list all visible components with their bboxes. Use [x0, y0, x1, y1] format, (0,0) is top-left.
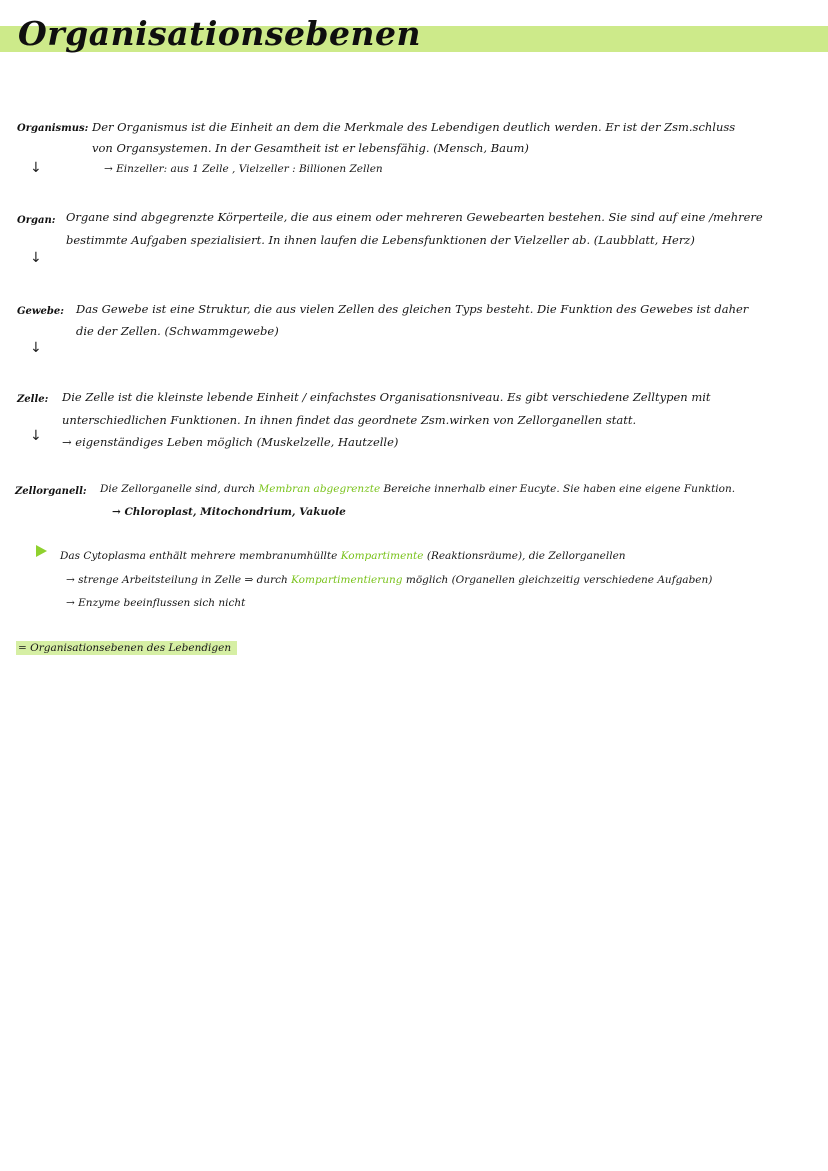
arrow-down-icon: ↓ [30, 428, 42, 444]
cytoplasma-line-1-end: (Reaktionsräume), die Zellorganellen [426, 550, 626, 562]
cytoplasma-line-1 [60, 550, 626, 562]
zelle-label: Zelle: [17, 394, 49, 405]
organ-line-1: Organe sind abgegrenzte Körperteile, die aus einem oder mehreren Gewebearten bestehen. Sie sind auf eine /mehrere [66, 210, 763, 224]
gewebe-line-1: Das Gewebe ist eine Struktur, die aus vielen Zellen des gleichen Typs besteht. Die Funktion des Gewebes ist daher [76, 302, 749, 316]
kompartimente-highlight: Kompartimente [340, 550, 424, 562]
zellorganell-label: Zellorganell: [15, 486, 87, 497]
zellorganell-line-1-start: Die Zellorganelle sind, durch [100, 483, 256, 495]
cytoplasma-line-2-end: möglich (Organellen gleichzeitig verschiedene Aufgaben) [405, 574, 713, 586]
membran-abgegrenzte-highlight: Membran abgegrenzte [258, 483, 381, 495]
organ-label: Organ: [17, 215, 56, 226]
zellorganell-line-1-end: Bereiche innerhalb einer Eucyte. Sie haben eine eigene Funktion. [383, 483, 736, 495]
zellorganell-line-2: → Chloroplast, Mitochondrium, Vakuole [112, 506, 346, 518]
organismus-line-2: von Organsystemen. In der Gesamtheit ist er lebensfähig. (Mensch, Baum) [92, 141, 529, 155]
cytoplasma-line-3: → Enzyme beeinflussen sich nicht [66, 597, 246, 609]
organismus-line-3: → Einzeller: aus 1 Zelle , Vielzeller : Billionen Zellen [104, 163, 383, 175]
cytoplasma-line-2 [66, 574, 712, 586]
arrow-down-icon: ↓ [30, 160, 42, 176]
organismus-line-1: Der Organismus ist die Einheit an dem die Merkmale des Lebendigen deutlich werden. Er ist der Zsm.schluss [92, 120, 736, 134]
organ-line-2: bestimmte Aufgaben spezialisiert. In ihnen laufen die Lebensfunktionen der Vielzeller ab. (Laubblatt, Herz) [66, 233, 695, 247]
cytoplasma-line-2-start: → strenge Arbeitsteilung in Zelle ⇒ durch [66, 574, 288, 586]
cytoplasma-line-1-start: Das Cytoplasma enthält mehrere membranumhüllte [60, 550, 338, 562]
zelle-line-3: → eigenständiges Leben möglich (Muskelzelle, Hautzelle) [62, 435, 399, 449]
arrow-down-icon: ↓ [30, 250, 42, 266]
arrow-down-icon: ↓ [30, 340, 42, 356]
page-title: Organisationsebenen [18, 14, 421, 53]
summary-highlight: = Organisationsebenen des Lebendigen [16, 641, 237, 655]
organismus-label: Organismus: [17, 123, 89, 134]
zellorganell-line-1 [100, 483, 735, 495]
triangle-bullet-icon [36, 545, 47, 557]
zelle-line-1: Die Zelle ist die kleinste lebende Einheit / einfachstes Organisationsniveau. Es gibt verschiedene Zelltypen mit [62, 390, 711, 404]
kompartimentierung-highlight: Kompartimentierung [291, 574, 403, 586]
zelle-line-2: unterschiedlichen Funktionen. In ihnen findet das geordnete Zsm.wirken von Zellorganellen statt. [62, 413, 637, 427]
gewebe-line-2: die der Zellen. (Schwammgewebe) [76, 324, 279, 338]
gewebe-label: Gewebe: [17, 306, 64, 317]
